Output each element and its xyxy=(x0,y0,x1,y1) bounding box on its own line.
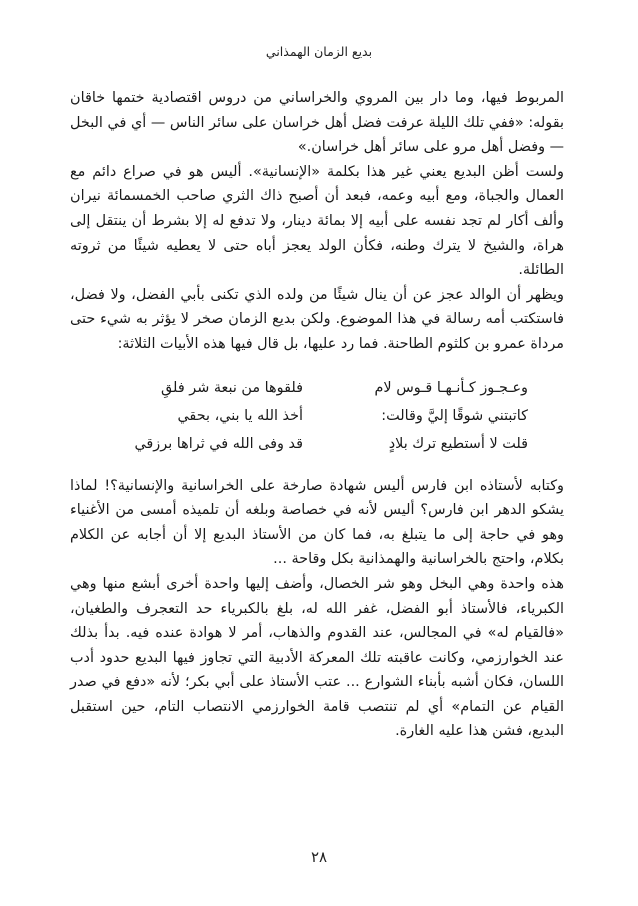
paragraph: المربوط فيها، وما دار بين المروي والخراساني من دروس اقتصادية ختمها خاقان بقوله: «ففي تلك الليلة عرفت فضل أهل خراسان على سائر الناس — أي في البخل — وفضل أهل مرو على سائر أهل خراسان.» xyxy=(70,90,564,156)
second-hemistich: قد وفى الله في ثراها برزقي xyxy=(134,435,303,452)
poem-verse xyxy=(70,374,528,402)
paragraph: وكتابه لأستاذه ابن فارس أليس شهادة صارخة على الخراسانية والإنسانية؟! لماذا يشكو الدهر ابن فارس؟ أليس لأنه في خصاصة وبلغه أن تلميذه أمسى من الأغنياء وهو في حاجة إلى ما يتبلغ به، فما كان من الأستاذ البديع إلا أن أجابه عن الكلام بكلام، واحتج بالخراسانية والهمذانية بكل وقاحة ... xyxy=(70,477,564,568)
first-hemistich: وعـجـوز كـأنـهـا قـوس لام xyxy=(374,379,528,396)
paragraph: ويظهر أن الوالد عجز عن أن ينال شيئًا من ولده الذي تكنى بأبي الفضل، ولا فضل، فاستكتب أمه رسالة في هذا الموضوع. ولكن بديع الزمان صخر لا يؤثر به شيء حتى مرداة عمرو بن كلثوم الطاحنة. فما رد عليها، بل قال فيها هذه الأبيات الثلاثة: xyxy=(70,286,564,352)
body-text xyxy=(70,86,564,744)
poem-verse xyxy=(70,402,528,430)
second-hemistich: فلقوها من نبعة شر فلقِ xyxy=(161,379,303,396)
poem xyxy=(70,374,564,458)
paragraph: هذه واحدة وهي البخل وهو شر الخصال، وأضف إليها واحدة أخرى أبشع منها وهي الكبرياء، فالأستاذ أبو الفضل، غفر الله له، بلغ بالكبرياء حد التعجرف والطغيان، «فالقيام له» في المجالس، عند القدوم والذهاب، أمر لا هوادة عنده فيه. بدأ بذلك عند الخوارزمي، وكانت عاقبته تلك المعركة الأدبية التي تجاوز فيها البديع حدود أدب اللسان، فكان أشبه بأبناء الشوارع ... عتب الأستاذ على أبي بكر؛ لأنه «دفع في صدر القيام عن التمام» أي لم تنتصب قامة الخوارزمي الانتصاب التام، حين استقبل البديع، فشن هذا عليه الغارة. xyxy=(70,575,564,740)
first-hemistich: قلت لا أستطيع ترك بلادٍ xyxy=(388,435,528,452)
running-header: بديع الزمان الهمذاني xyxy=(265,44,373,59)
page-number: ٢٨ xyxy=(310,848,328,866)
poem-verse xyxy=(70,430,528,458)
second-hemistich: أخذ الله يا بني، بحقي xyxy=(177,407,303,424)
paragraph: ولست أظن البديع يعني غير هذا بكلمة «الإنسانية». أليس هو في صراع دائم مع العمال والجباة، ومع أبيه وعمه، فبعد أن أصبح ذاك الثري صاحب الخمسمائة نيران وألف أكار لم تجد نفسه على أبيه إلا بمائة دينار، ولا تدفع له إلا بشرط أن ينتقل إلى هراة، والشيخ لا يترك وطنه، فكأن الولد يعجز أباه حتى لا يعطيه شيئًا من ثروته الطائلة. xyxy=(70,163,564,279)
first-hemistich: كاتبتني شوقًا إليَّ وقالت: xyxy=(381,407,528,424)
